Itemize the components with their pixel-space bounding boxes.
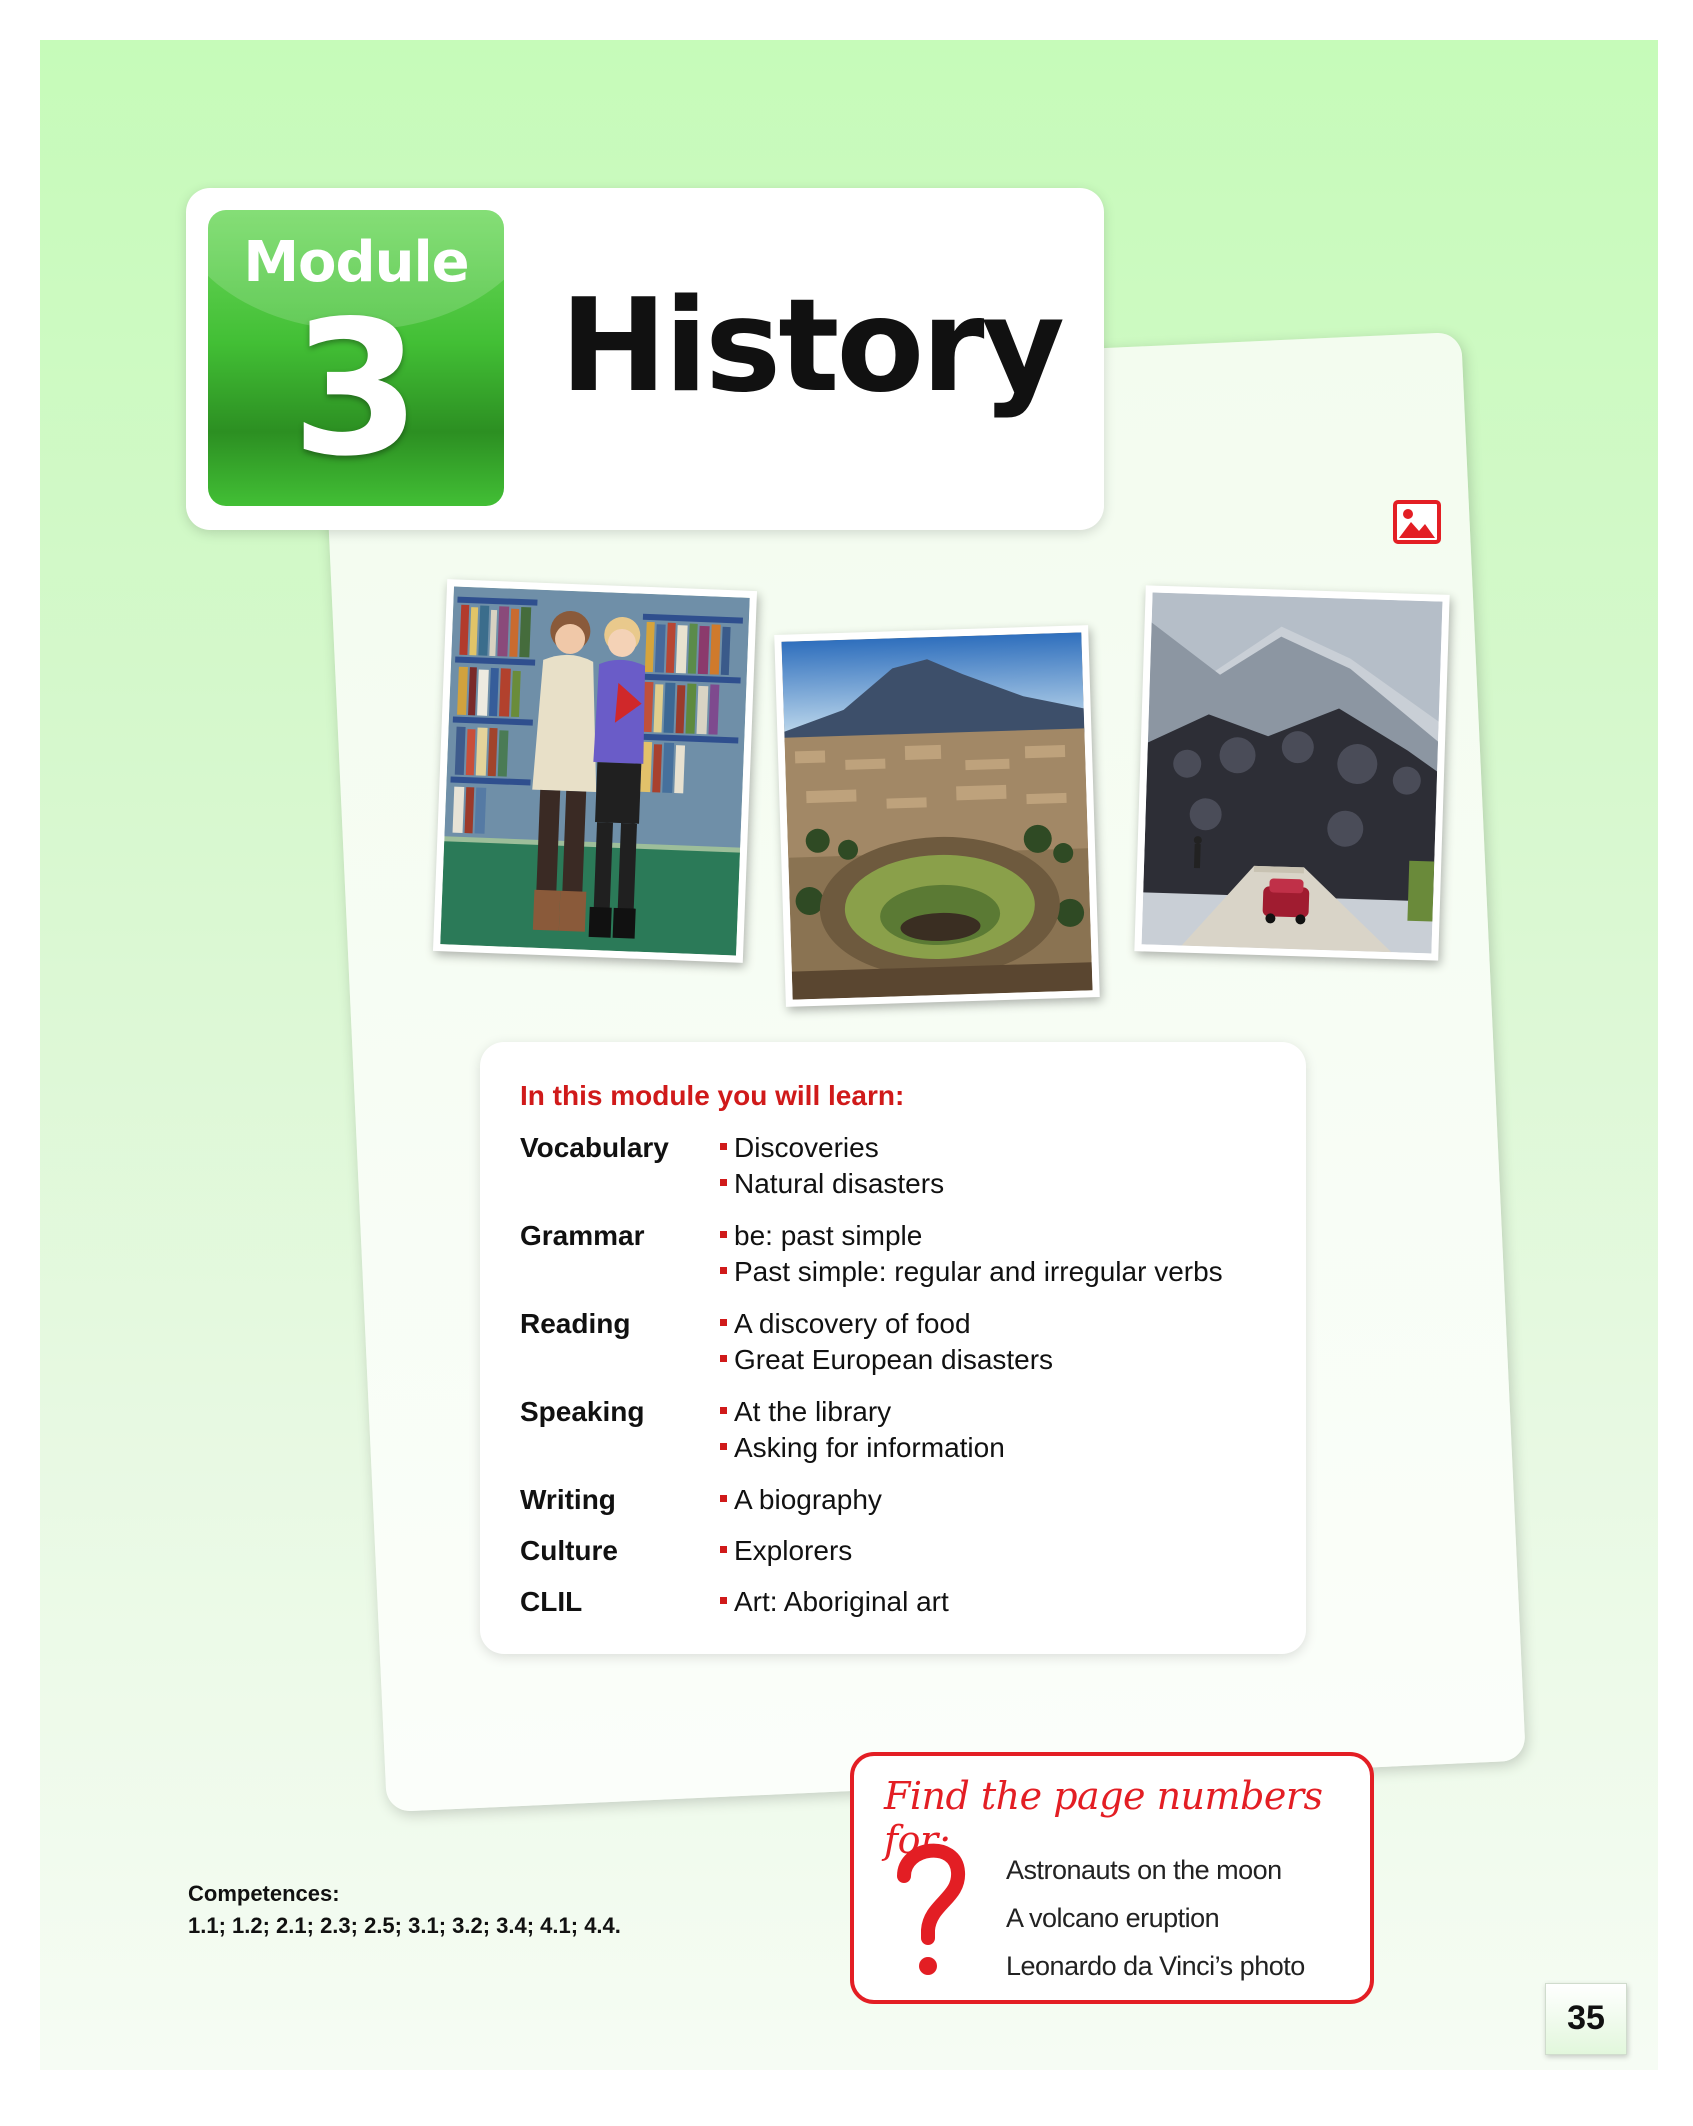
learn-category: Culture bbox=[520, 1535, 618, 1566]
learn-item: At the library bbox=[720, 1394, 1005, 1430]
learn-item: Great European disasters bbox=[720, 1342, 1053, 1378]
learn-category: Vocabulary bbox=[520, 1132, 669, 1163]
volcano-city-photo bbox=[774, 625, 1100, 1007]
learn-item: Art: Aboriginal art bbox=[720, 1584, 949, 1620]
learn-item: A biography bbox=[720, 1482, 882, 1518]
find-heading: Find the page numbers for: bbox=[884, 1774, 1323, 1862]
learn-category: Writing bbox=[520, 1484, 616, 1515]
learning-heading: In this module you will learn: bbox=[520, 1080, 905, 1111]
learn-item: A discovery of food bbox=[720, 1306, 1053, 1342]
learn-item: Natural disasters bbox=[720, 1166, 944, 1202]
page-number: 35 bbox=[1545, 1983, 1627, 2055]
question-mark-icon bbox=[890, 1834, 970, 1984]
learning-box bbox=[480, 1042, 1306, 1654]
module-badge bbox=[208, 210, 504, 506]
learn-category: CLIL bbox=[520, 1586, 583, 1617]
learn-category: Grammar bbox=[520, 1220, 645, 1251]
find-item: A volcano eruption bbox=[1006, 1903, 1220, 1933]
competences bbox=[188, 1878, 621, 1942]
learn-item: be: past simple bbox=[720, 1218, 1223, 1254]
learn-item: Past simple: regular and irregular verbs bbox=[720, 1254, 1223, 1290]
learn-category: Reading bbox=[520, 1308, 631, 1339]
find-page-numbers-box bbox=[850, 1752, 1374, 2004]
lava-road-photo bbox=[1134, 585, 1449, 960]
find-item: Astronauts on the moon bbox=[1006, 1855, 1282, 1885]
find-item: Leonardo da Vinci’s photo bbox=[1006, 1951, 1305, 1981]
learn-category: Speaking bbox=[520, 1396, 645, 1427]
module-number: 3 bbox=[291, 280, 421, 497]
module-title-box bbox=[186, 188, 1104, 530]
page-title: History bbox=[560, 272, 1062, 421]
image-icon[interactable] bbox=[1393, 500, 1441, 544]
learn-item: Discoveries bbox=[720, 1130, 944, 1166]
competences-label: Competences: bbox=[188, 1881, 340, 1906]
learn-item: Explorers bbox=[720, 1533, 852, 1569]
library-photo bbox=[433, 579, 757, 963]
learn-item: Asking for information bbox=[720, 1430, 1005, 1466]
module-word: Module bbox=[243, 230, 469, 295]
competences-value: 1.1; 1.2; 2.1; 2.3; 2.5; 3.1; 3.2; 3.4; 4.1; 4.4. bbox=[188, 1913, 621, 1938]
